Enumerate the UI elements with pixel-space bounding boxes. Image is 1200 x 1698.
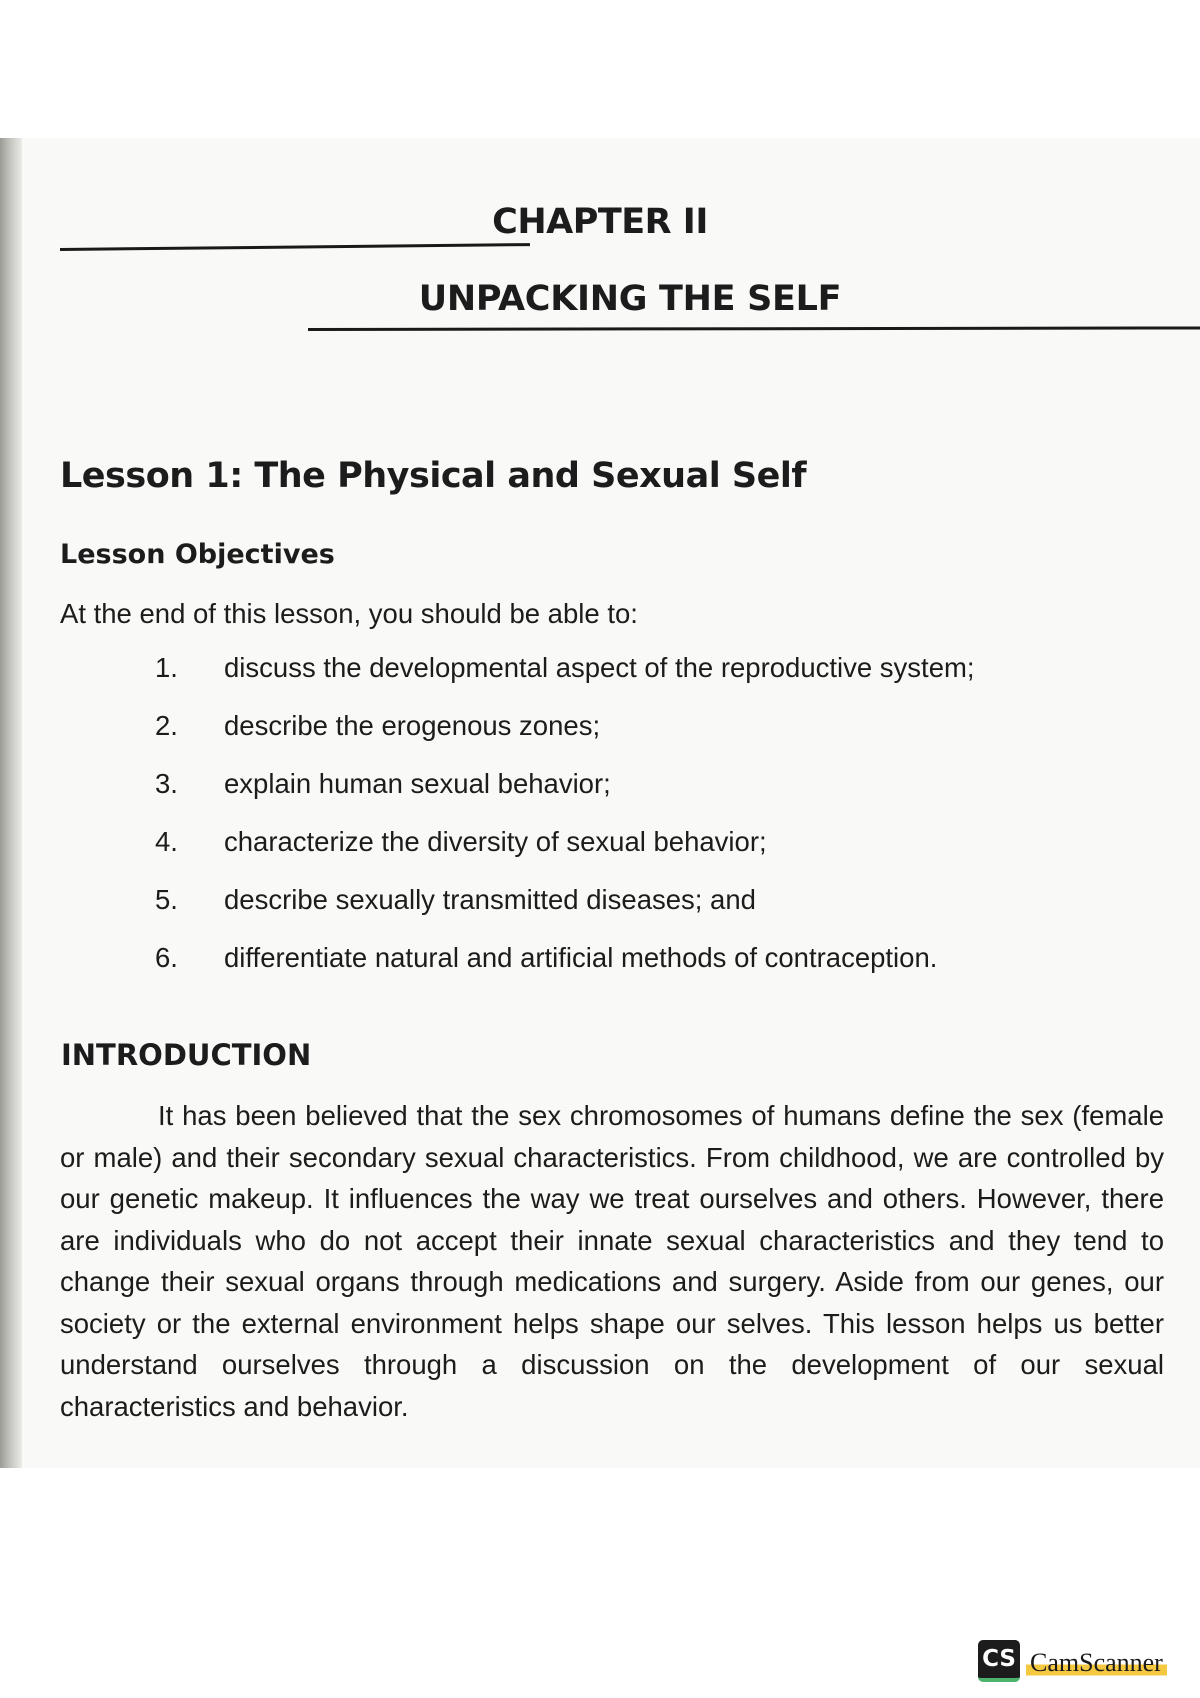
- page-edge-shadow: [0, 138, 22, 1468]
- objective-number: 6.: [155, 942, 178, 973]
- camscanner-logo-icon: CS: [978, 1640, 1020, 1682]
- objective-text: describe the erogenous zones;: [224, 710, 601, 741]
- objective-text: differentiate natural and artificial methods of contraception.: [224, 942, 938, 973]
- section-title: UNPACKING THE SELF: [418, 279, 842, 319]
- objectives-heading: Lesson Objectives: [60, 539, 335, 570]
- introduction-heading: INTRODUCTION: [61, 1038, 312, 1072]
- objective-number: 3.: [155, 768, 178, 799]
- introduction-paragraph: It has been believed that the sex chromosomes of humans define the sex (female or male) and their secondary sexual characteristics. From childhood, we are controlled by our genetic makeup. It influences the way we treat ourselves and others. However, there are individuals who do not accept their innate sexual characteristics and they tend to change their sexual organs through medications and surgery. Aside from our genes, our society or the external environment helps shape our selves. This lesson helps us better understand ourselves through a discussion on the development of our sexual characteristics and behavior.: [60, 1100, 1164, 1422]
- objective-text: explain human sexual behavior;: [224, 768, 611, 799]
- objective-text: describe sexually transmitted diseases; and: [224, 884, 756, 915]
- objective-text: discuss the developmental aspect of the reproductive system;: [224, 652, 975, 683]
- lesson-title: Lesson 1: The Physical and Sexual Self: [60, 456, 807, 496]
- camscanner-watermark: CamScanner: [1026, 1648, 1167, 1678]
- objectives-intro: At the end of this lesson, you should be able to:: [60, 598, 638, 629]
- objective-text: characterize the diversity of sexual behavior;: [224, 826, 767, 857]
- objective-number: 4.: [155, 826, 178, 857]
- objective-number: 1.: [155, 652, 178, 683]
- objective-number: 2.: [155, 710, 178, 741]
- objective-number: 5.: [155, 884, 178, 915]
- chapter-title: CHAPTER II: [492, 202, 708, 242]
